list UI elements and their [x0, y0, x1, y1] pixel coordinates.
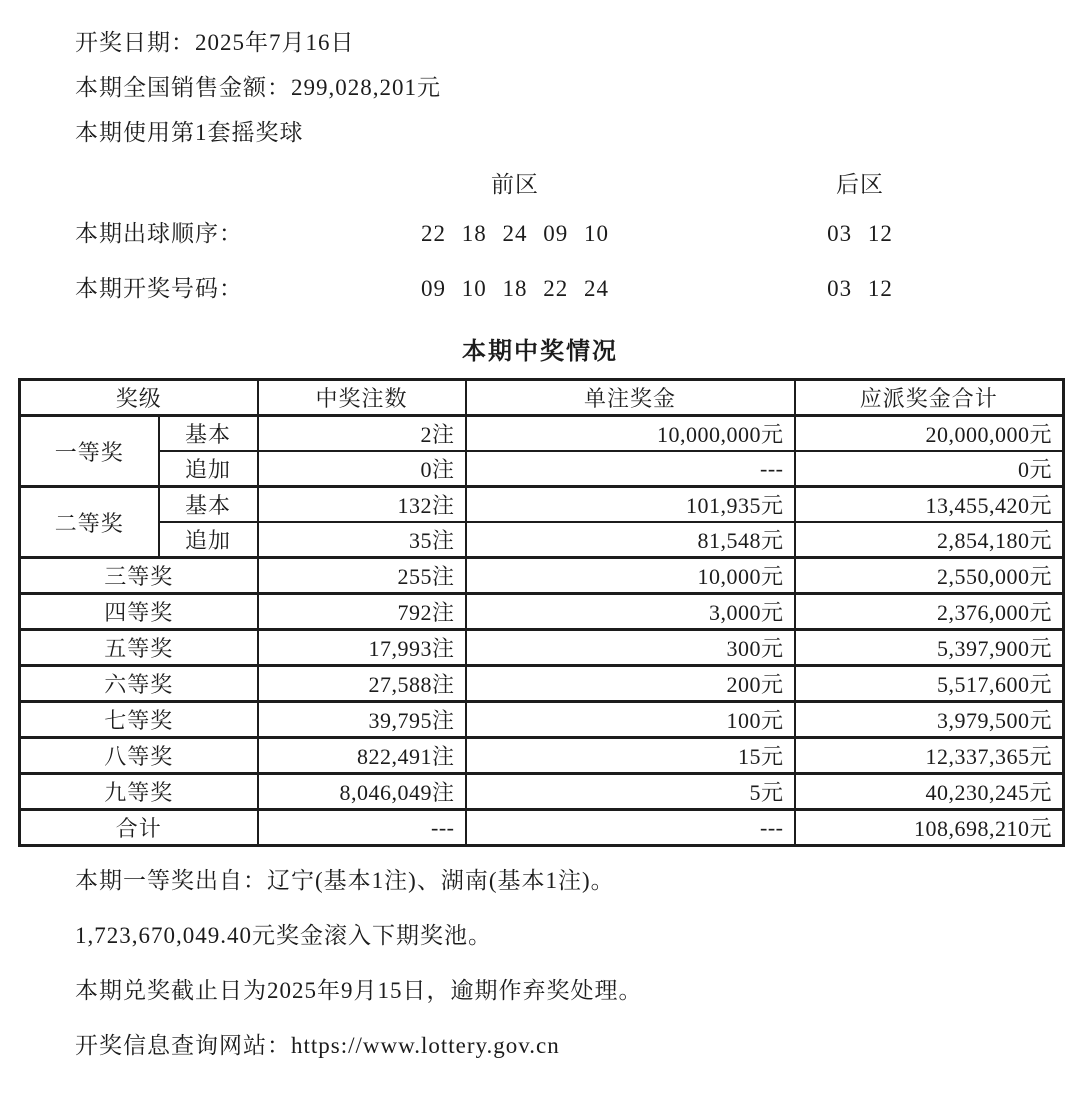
total-prize-cell: 40,230,245元 — [795, 774, 1064, 810]
zone-header-row — [75, 172, 1080, 198]
front-zone-label: 前区 — [491, 172, 539, 197]
total-prize-cell: 5,517,600元 — [795, 666, 1064, 702]
bet-type-cell: 追加 — [159, 522, 258, 558]
zone-header-spacer — [75, 172, 355, 198]
prize-level-cell: 二等奖 — [20, 487, 159, 558]
header-unit-prize: 单注奖金 — [466, 380, 795, 416]
winning-numbers-row — [75, 276, 1080, 302]
website-line: 开奖信息查询网站：https://www.lottery.gov.cn — [75, 1033, 560, 1058]
count-cell: 8,046,049注 — [258, 774, 466, 810]
table-row-total — [20, 810, 1064, 846]
draw-order-row — [75, 221, 1080, 247]
prize-level-cell: 合计 — [20, 810, 258, 846]
count-cell: 27,588注 — [258, 666, 466, 702]
draw-info-block — [0, 0, 1080, 146]
unit-prize-cell: 10,000元 — [466, 558, 795, 594]
draw-order-back-numbers: 03 12 — [827, 221, 893, 246]
unit-prize-cell: 10,000,000元 — [466, 416, 795, 452]
total-prize-cell: 2,854,180元 — [795, 522, 1064, 558]
table-row-tier6 — [20, 666, 1064, 702]
unit-prize-cell: 81,548元 — [466, 522, 795, 558]
table-row-tier2-basic — [20, 487, 1064, 523]
ball-set-line: 本期使用第1套摇奖球 — [75, 120, 304, 145]
prize-table — [18, 378, 1065, 847]
unit-prize-cell: --- — [466, 451, 795, 487]
winning-numbers-back: 03 12 — [827, 276, 893, 301]
bet-type-cell: 基本 — [159, 487, 258, 523]
prize-level-cell: 九等奖 — [20, 774, 258, 810]
draw-order-label: 本期出球顺序： — [75, 221, 243, 246]
total-prize-cell: 13,455,420元 — [795, 487, 1064, 523]
prize-level-cell: 四等奖 — [20, 594, 258, 630]
table-row-tier7 — [20, 702, 1064, 738]
winning-numbers-front: 09 10 18 22 24 — [421, 276, 609, 301]
redeem-deadline-line: 本期兑奖截止日为2025年9月15日，逾期作弃奖处理。 — [75, 978, 643, 1003]
prize-level-cell: 三等奖 — [20, 558, 258, 594]
count-cell: 0注 — [258, 451, 466, 487]
table-row-tier9 — [20, 774, 1064, 810]
count-cell: 17,993注 — [258, 630, 466, 666]
table-row-tier4 — [20, 594, 1064, 630]
table-row-tier1-extra — [20, 451, 1064, 487]
prize-level-cell: 一等奖 — [20, 416, 159, 487]
table-row-tier8 — [20, 738, 1064, 774]
count-cell: 792注 — [258, 594, 466, 630]
prize-level-cell: 五等奖 — [20, 630, 258, 666]
draw-date-line: 开奖日期：2025年7月16日 — [75, 30, 355, 55]
header-total-prize: 应派奖金合计 — [795, 380, 1064, 416]
total-prize-cell: 108,698,210元 — [795, 810, 1064, 846]
table-row-tier5 — [20, 630, 1064, 666]
table-row-tier2-extra — [20, 522, 1064, 558]
first-prize-origin-line: 本期一等奖出自：辽宁(基本1注)、湖南(基本1注)。 — [75, 868, 615, 893]
count-cell: 255注 — [258, 558, 466, 594]
count-cell: 2注 — [258, 416, 466, 452]
prize-table-title: 本期中奖情况 — [462, 339, 618, 365]
prize-level-cell: 六等奖 — [20, 666, 258, 702]
count-cell: 35注 — [258, 522, 466, 558]
prize-level-cell: 七等奖 — [20, 702, 258, 738]
draw-order-front-numbers: 22 18 24 09 10 — [421, 221, 609, 246]
total-prize-cell: 12,337,365元 — [795, 738, 1064, 774]
count-cell: 39,795注 — [258, 702, 466, 738]
unit-prize-cell: 3,000元 — [466, 594, 795, 630]
unit-prize-cell: 101,935元 — [466, 487, 795, 523]
bet-type-cell: 基本 — [159, 416, 258, 452]
draw-numbers-section — [0, 172, 1080, 302]
unit-prize-cell: 100元 — [466, 702, 795, 738]
table-row-tier1-basic — [20, 416, 1064, 452]
total-prize-cell: 5,397,900元 — [795, 630, 1064, 666]
footer-notes-block — [0, 867, 1080, 1059]
count-cell: 132注 — [258, 487, 466, 523]
table-header-row — [20, 380, 1064, 416]
back-zone-label: 后区 — [836, 172, 884, 197]
winning-numbers-label: 本期开奖号码： — [75, 276, 243, 301]
total-prize-cell: 20,000,000元 — [795, 416, 1064, 452]
unit-prize-cell: 300元 — [466, 630, 795, 666]
header-winning-count: 中奖注数 — [258, 380, 466, 416]
unit-prize-cell: 15元 — [466, 738, 795, 774]
count-cell: --- — [258, 810, 466, 846]
unit-prize-cell: --- — [466, 810, 795, 846]
prize-level-cell: 八等奖 — [20, 738, 258, 774]
header-prize-level: 奖级 — [20, 380, 258, 416]
total-prize-cell: 2,376,000元 — [795, 594, 1064, 630]
unit-prize-cell: 5元 — [466, 774, 795, 810]
total-prize-cell: 2,550,000元 — [795, 558, 1064, 594]
unit-prize-cell: 200元 — [466, 666, 795, 702]
total-prize-cell: 3,979,500元 — [795, 702, 1064, 738]
total-prize-cell: 0元 — [795, 451, 1064, 487]
table-row-tier3 — [20, 558, 1064, 594]
rollover-line: 1,723,670,049.40元奖金滚入下期奖池。 — [75, 923, 492, 948]
bet-type-cell: 追加 — [159, 451, 258, 487]
sales-amount-line: 本期全国销售金额：299,028,201元 — [75, 75, 441, 100]
count-cell: 822,491注 — [258, 738, 466, 774]
